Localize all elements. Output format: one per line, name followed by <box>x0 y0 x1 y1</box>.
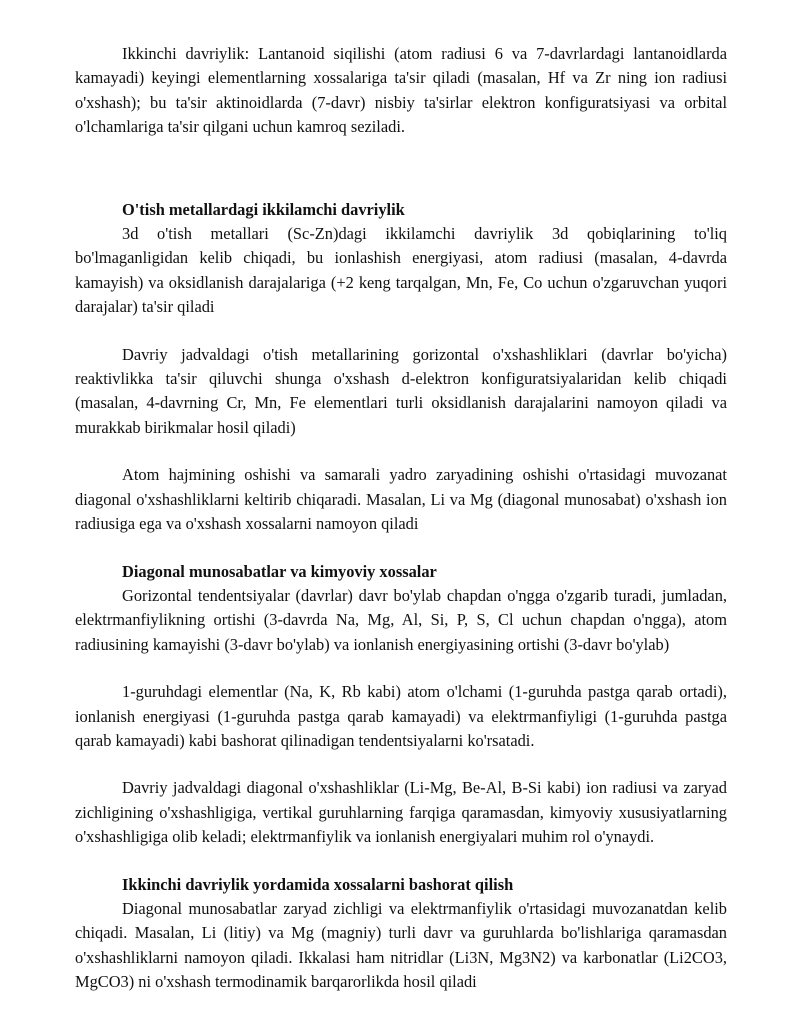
paragraph-group-1-trends: 1-guruhdagi elementlar (Na, K, Rb kabi) atom o'lchami (1-guruhda pastga qarab ortadi), ionlanish energiyasi (1-guruhda pastga qarab kamayadi) va elektrmanfiyligi (1-guruhda pastga qarab kamayadi) kabi bashorat qilinadigan tendentsiyalarni ko'rsatadi. <box>75 682 727 750</box>
spacer <box>75 537 727 560</box>
paragraph-3d-metals: 3d o'tish metallari (Sc-Zn)dagi ikkilamchi davriylik 3d qobiqlarining to'liq bo'lmaganligidan kelib chiqadi, bu ionlashish energiyasi, atom radiusi (masalan, 4-davrda kamayish) va oksidlanish darajalariga (+2 keng tarqalgan, Mn, Fe, Co uchun o'zgaruvchan yuqori darajalar) ta'sir qiladi <box>75 224 727 317</box>
section-heading-predicting-properties: Ikkinchi davriylik yordamida xossalarni bashorat qilish <box>122 874 514 894</box>
paragraph-secondary-periodicity-intro: Ikkinchi davriylik: Lantanoid siqilishi (atom radiusi 6 va 7-davrlardagi lantanoidlarda kamayadi) keyingi elementlarning xossalariga ta'sir qiladi (masalan, Hf va Zr ning ion radiusi o'xshash); bu ta'sir aktinoidlarda (7-davr) nisbiy ta'sirlar elektron konfiguratsiyasi va orbital o'lchamlariga ta'sir qilgani uchun kamroq seziladi. <box>75 44 727 137</box>
paragraph-diagonal-similarities: Davriy jadvaldagi diagonal o'xshashliklar (Li-Mg, Be-Al, B-Si kabi) ion radiusi va zaryad zichligining o'xshashligiga, vertikal guruhlarning farqiga qaramasdan, kimyoviy xususiyatlarning o'xshashligiga olib keladi; elektrmanfiylik va ionlanish energiyalari muhim rol o'ynaydi. <box>75 778 727 847</box>
paragraph-horizontal-trends: Gorizontal tendentsiyalar (davrlar) davr bo'ylab chapdan o'ngga o'zgarib turadi, jumladan, elektrmanfiylikning ortishi (3-davrda Na, Mg, Al, Si, P, S, Cl uchun chapdan o'ngga), atom radiusining kamayishi (3-davr bo'ylab) va ionlanish energiyasining ortishi (3-davr bo'ylab) <box>75 585 727 654</box>
paragraph-charge-density-balance: Diagonal munosabatlar zaryad zichligi va elektrmanfiylik o'rtasidagi muvozanatdan kelib chiqadi. Masalan, Li (litiy) va Mg (magniy) turli davr va guruhlarda bo'lishlariga qaramasdan o'xshashliklarni namoyon qiladi. Ikkalasi ham nitridlar (Li3N, Mg3N2) va karbonatlar (Li2CO3, MgCO3) ni o'xshash termodinamik barqarorlikda hosil qiladi <box>75 898 727 992</box>
spacer <box>75 850 727 873</box>
spacer <box>75 657 727 680</box>
spacer <box>75 320 727 343</box>
paragraph-horizontal-similarities: Davriy jadvaldagi o'tish metallarining gorizontal o'xshashliklari (davrlar bo'yicha) reaktivlikka ta'sir qiluvchi shunga o'xshash d-elektron konfiguratsiyalaridan kelib chiqadi (masalan, 4-davrning Cr, Mn, Fe elementlari turli oksidlanish darajalarini namoyon qiladi va murakkab birikmalar hosil qiladi) <box>75 344 727 437</box>
spacer <box>75 140 727 198</box>
paragraph-atom-volume-balance: Atom hajmining oshishi va samarali yadro zaryadining oshishi o'rtasidagi muvozanat diagonal o'xshashliklarni keltirib chiqaradi. Masalan, Li va Mg (diagonal munosabat) o'xshash ion radiusiga ega va o'xshash xossalarni namoyon qiladi <box>75 465 727 534</box>
spacer <box>75 753 727 776</box>
section-heading-diagonal-relationships: Diagonal munosabatlar va kimyoviy xossalar <box>122 561 437 581</box>
spacer <box>75 440 727 463</box>
section-heading-transition-metals: O'tish metallardagi ikkilamchi davriylik <box>122 199 405 219</box>
